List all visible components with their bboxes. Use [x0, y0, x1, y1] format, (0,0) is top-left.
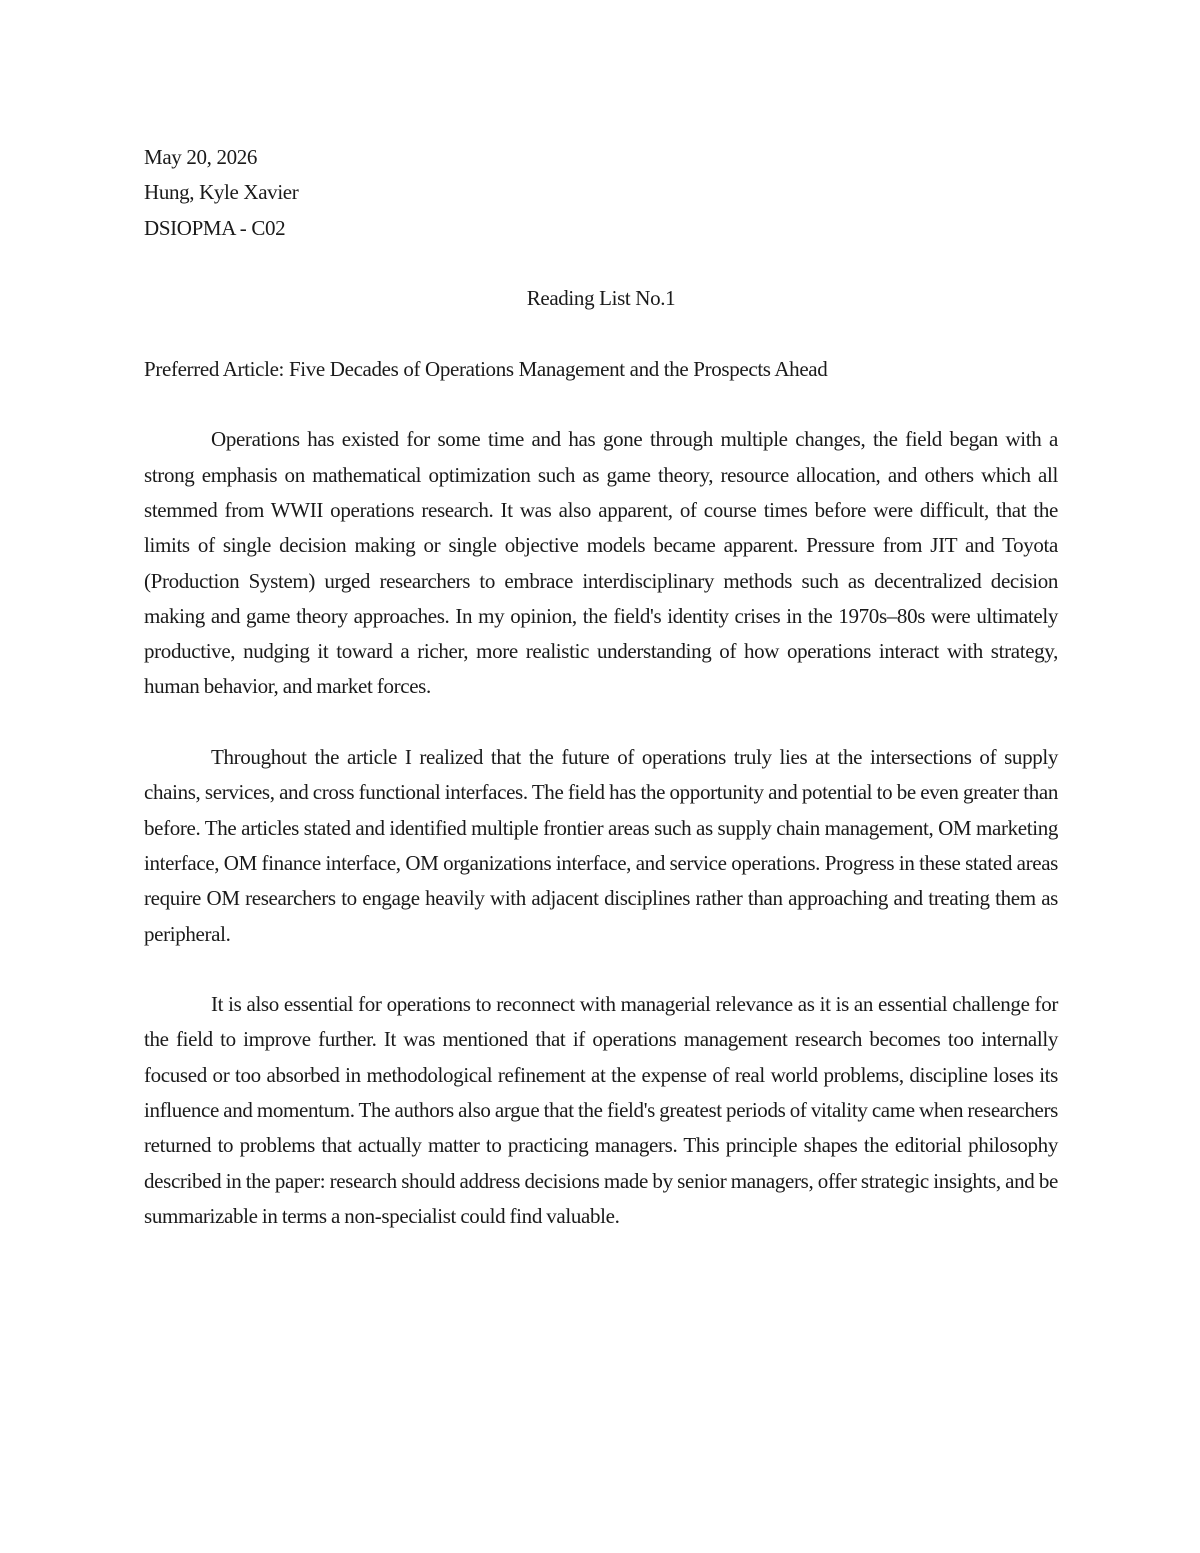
body-paragraph-3: It is also essential for operations to reconnect with managerial relevance as it is an essential challenge for the field to improve further. It was mentioned that if operations management research becomes too internally focused or too absorbed in methodological refinement at the expense of real world problems, discipline loses its influence and momentum. The authors also argue that the field's greatest periods of vitality came when researchers returned to problems that actually matter to practicing managers. This principle shapes the editorial philosophy described in the paper: research should address decisions made by senior managers, offer strategic insights, and be summarizable in terms a non-specialist could find valuable. [144, 992, 1058, 1228]
student-name: Hung, Kyle Xavier [144, 180, 299, 205]
body-paragraph-1: Operations has existed for some time and has gone through multiple changes, the field began with a strong emphasis on mathematical optimization such as game theory, resource allocation, and others which all stemmed from WWII operations research. It was also apparent, of course times before were difficult, that the limits of single decision making or single objective models became apparent. Pressure from JIT and Toyota (Production System) urged researchers to embrace interdisciplinary methods such as decentralized decision making and game theory approaches. In my opinion, the field's identity crises in the 1970s–80s were ultimately productive, nudging it toward a richer, more realistic understanding of how operations interact with strategy, human behavior, and market forces. [144, 427, 1058, 699]
document-page [144, 140, 1058, 1234]
document-title: Reading List No.1 [526, 286, 676, 311]
preferred-article-line: Preferred Article: Five Decades of Operations Management and the Prospects Ahead [144, 356, 828, 381]
body-paragraph-2: Throughout the article I realized that the future of operations truly lies at the intersections of supply chains, services, and cross functional interfaces. The field has the opportunity and potential to be even greater than before. The articles stated and identified multiple frontier areas such as supply chain management, OM marketing interface, OM finance interface, OM organizations interface, and service operations. Progress in these stated areas require OM researchers to engage heavily with adjacent disciplines rather than approaching and treating them as peripheral. [144, 745, 1058, 946]
course-code: DSIOPMA - C02 [144, 215, 286, 240]
document-date: May 20, 2026 [144, 145, 258, 169]
